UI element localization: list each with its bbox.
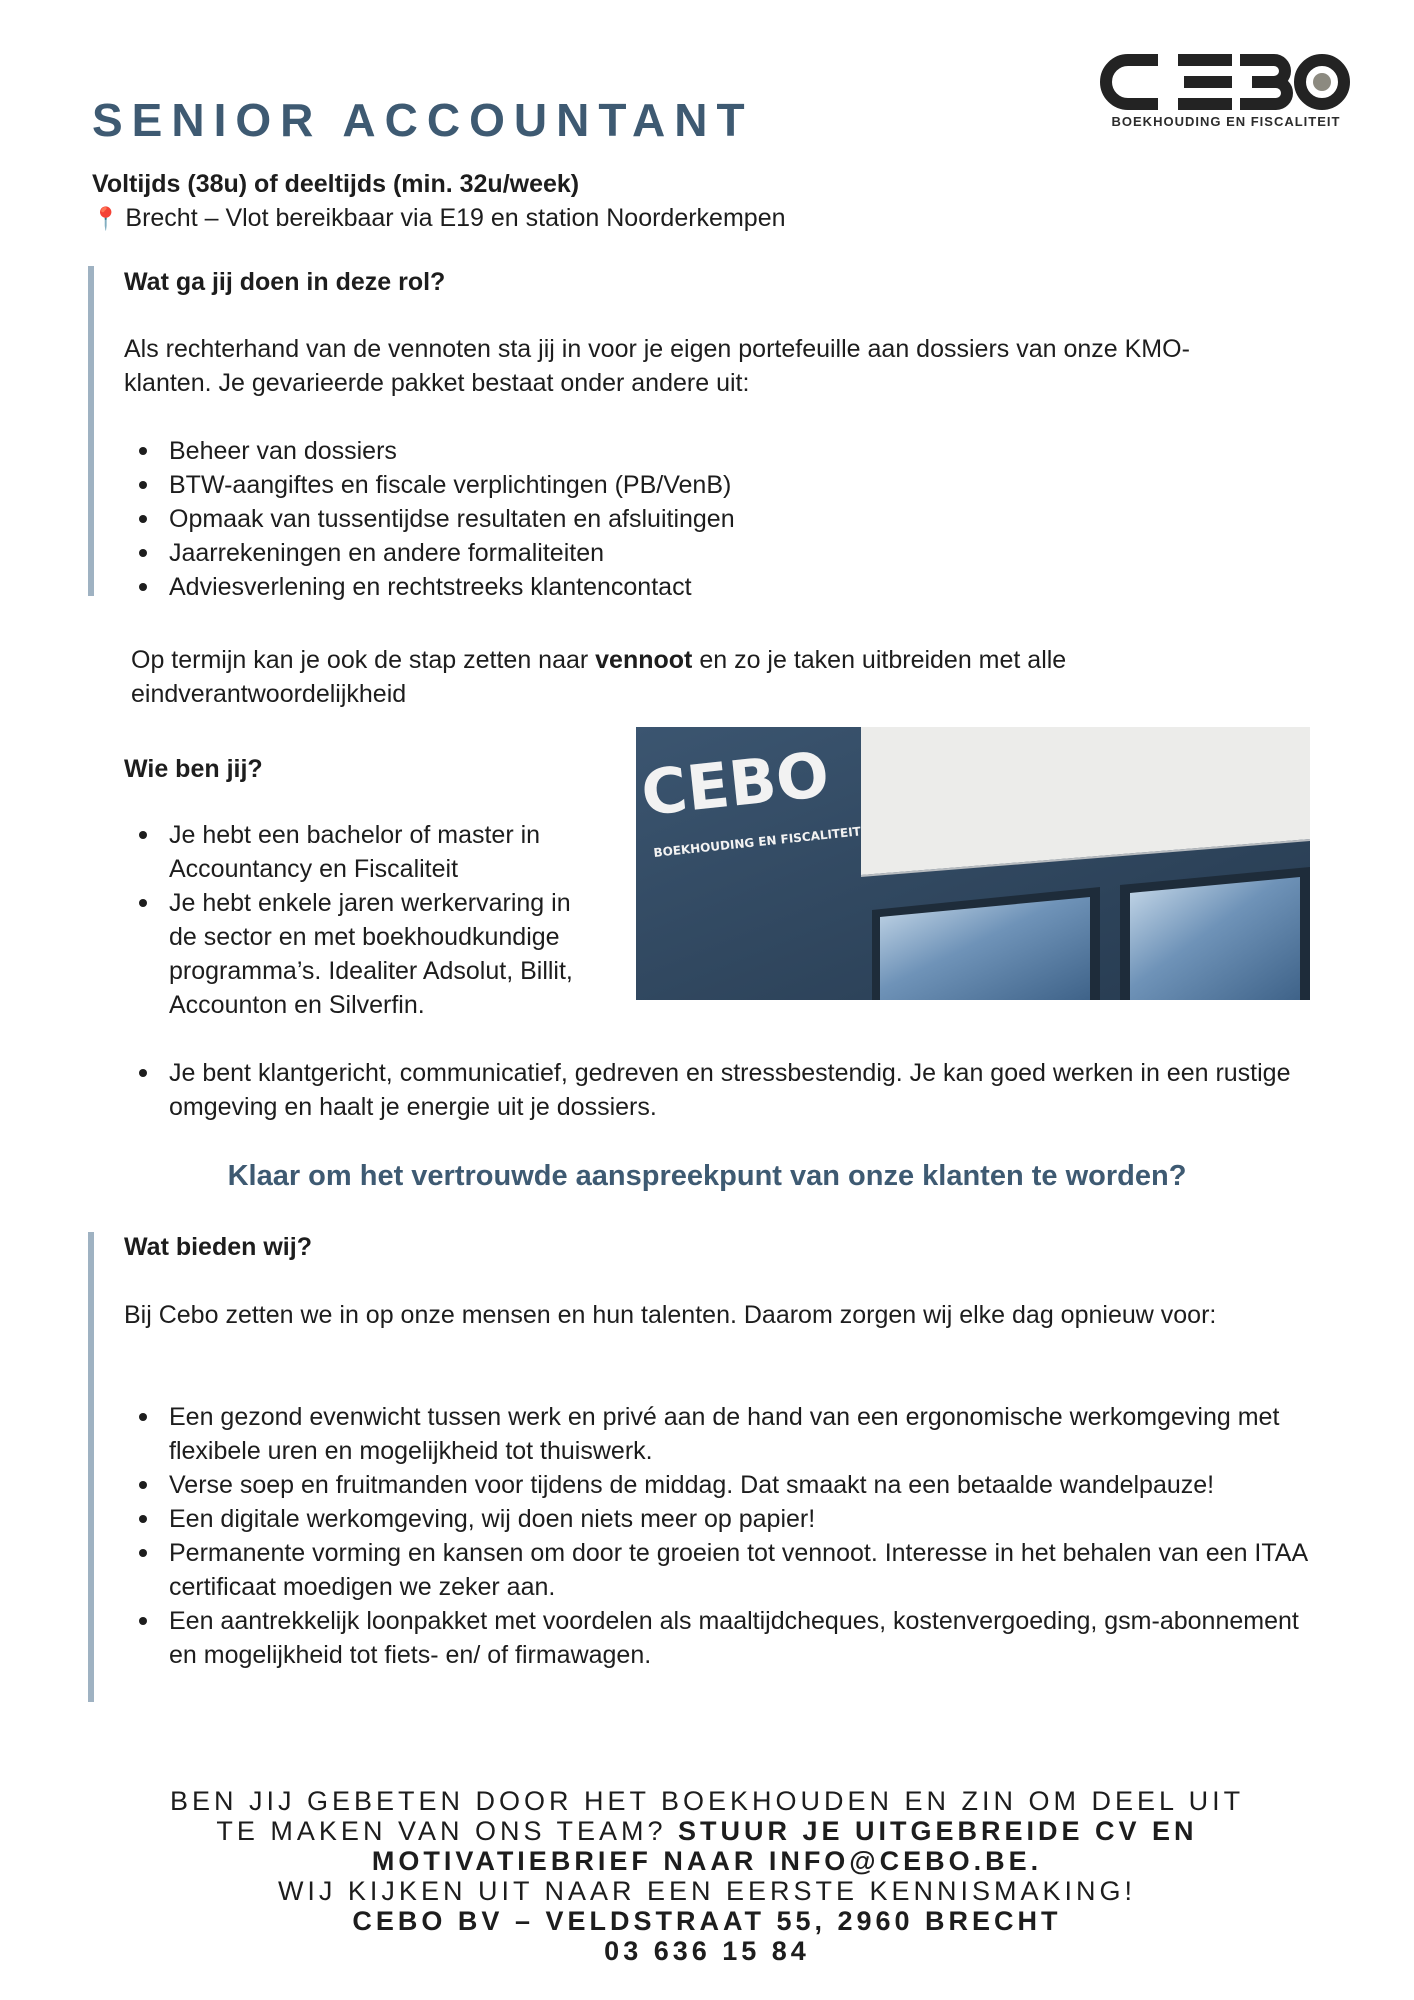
list-item: Adviesverlening en rechtstreeks klantencontact: [124, 570, 1274, 604]
sign-subtitle: BOEKHOUDING EN FISCALITEIT: [652, 824, 862, 860]
cebo-logo-mark: [1096, 50, 1356, 112]
list-item: Verse soep en fruitmanden voor tijdens de middag. Dat smaakt na een betaalde wandelpauze!: [124, 1468, 1314, 1502]
offer-heading: Wat bieden wij?: [124, 1233, 312, 1261]
list-item: Jaarrekeningen en andere formaliteiten: [124, 536, 1274, 570]
footer-line: TE MAKEN VAN ONS TEAM? STUUR JE UITGEBREIDE CV EN: [216, 1816, 1198, 1846]
section-accent-bar: [88, 266, 94, 596]
career-outlook: Op termijn kan je ook de stap zetten naar vennoot en zo je taken uitbreiden met alle eindverantwoordelijkheid: [131, 646, 1067, 708]
profile-list: [124, 818, 604, 1022]
footer-address: CEBO BV – VELDSTRAAT 55, 2960 BRECHT: [352, 1906, 1062, 1936]
office-building-illustration: [636, 727, 1310, 1000]
cebo-logo: [1096, 50, 1356, 129]
task-list: [124, 434, 1274, 604]
footer-phone: 03 636 15 84: [604, 1936, 810, 1966]
profile-heading: Wie ben jij?: [124, 755, 263, 783]
footer-line: BEN JIJ GEBETEN DOOR HET BOEKHOUDEN EN ZIN OM DEEL UIT: [169, 1786, 1245, 1816]
sign-text: CEBO: [637, 737, 833, 830]
offer-intro: Bij Cebo zetten we in op onze mensen en hun talenten. Daarom zorgen wij elke dag opnieuw voor:: [124, 1301, 1217, 1329]
location-text: Brecht – Vlot bereikbaar via E19 en station Noorderkempen: [125, 204, 786, 232]
list-item: Je bent klantgericht, communicatief, gedreven en stressbestendig. Je kan goed werken in een rustige omgeving en haalt je energie uit je dossiers.: [124, 1056, 1314, 1124]
list-item: BTW-aangiftes en fiscale verplichtingen (PB/VenB): [124, 468, 1274, 502]
page-title: SENIOR ACCOUNTANT: [92, 94, 754, 146]
call-to-action: Klaar om het vertrouwde aanspreekpunt van onze klanten te worden?: [227, 1160, 1187, 1192]
list-item: Een aantrekkelijk loonpakket met voordelen als maaltijdcheques, kostenvergoeding, gsm-abonnement en mogelijkheid tot fiets- en/ of firmawagen.: [124, 1604, 1314, 1672]
vennoot-emphasis: vennoot: [595, 646, 693, 674]
benefit-list: [124, 1400, 1314, 1672]
list-item: Een digitale werkomgeving, wij doen niets meer op papier!: [124, 1502, 1314, 1536]
pin-icon: 📍: [92, 206, 120, 231]
list-item: Permanente vorming en kansen om door te groeien tot vennoot. Interesse in het behalen van een ITAA certificaat moedigen we zeker aan.: [124, 1536, 1314, 1604]
list-item: Je hebt een bachelor of master in Accountancy en Fiscaliteit: [124, 818, 604, 886]
list-item: Je hebt enkele jaren werkervaring in de sector en met boekhoudkundige programma’s. Idealiter Adsolut, Billit, Accounton en Silverfin.: [124, 886, 604, 1022]
list-item: Beheer van dossiers: [124, 434, 1274, 468]
role-heading: Wat ga jij doen in deze rol?: [124, 268, 446, 296]
list-item: Opmaak van tussentijdse resultaten en afsluitingen: [124, 502, 1274, 536]
profile-list-continued: [124, 1056, 1314, 1124]
role-intro: Als rechterhand van de vennoten sta jij in voor je eigen portefeuille aan dossiers van onze KMO-klanten. Je gevarieerde pakket bestaat onder andere uit:: [124, 335, 1190, 397]
footer-email-line: MOTIVATIEBRIEF NAAR INFO@CEBO.BE.: [371, 1846, 1043, 1876]
logo-subtitle: BOEKHOUDING EN FISCALITEIT: [1111, 114, 1341, 129]
office-photo: [636, 727, 1310, 1000]
location-line: [92, 204, 786, 233]
list-item: Een gezond evenwicht tussen werk en privé aan de hand van een ergonomische werkomgeving met flexibele uren en mogelijkheid tot thuiswerk.: [124, 1400, 1314, 1468]
footer-line: WIJ KIJKEN UIT NAAR EEN EERSTE KENNISMAKING!: [277, 1876, 1137, 1906]
section-accent-bar: [88, 1232, 94, 1702]
employment-type: Voltijds (38u) of deeltijds (min. 32u/week): [92, 170, 580, 198]
contact-footer: [60, 1786, 1354, 1966]
